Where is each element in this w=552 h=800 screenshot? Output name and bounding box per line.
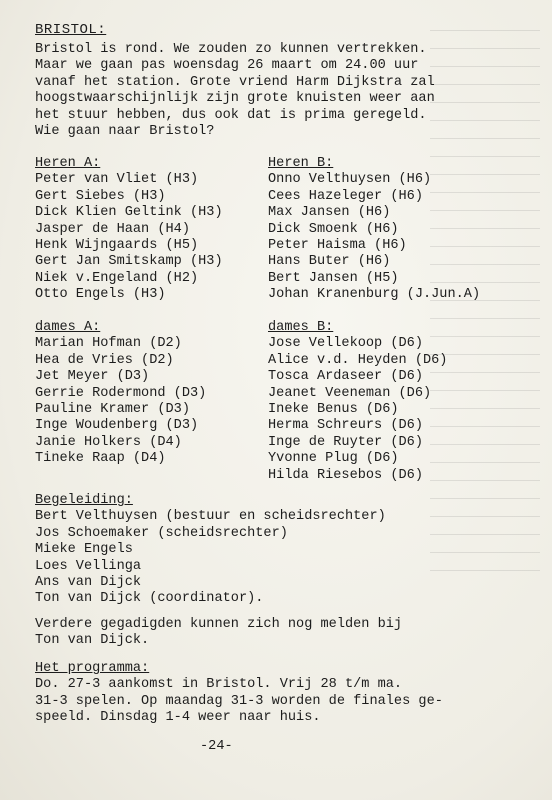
list-item: Hans Buter (H6) (268, 254, 391, 270)
list-item: Marian Hofman (D2) (35, 336, 182, 352)
begeleiding-title: Begeleiding: (35, 493, 133, 508)
list-item: Jet Meyer (D3) (35, 369, 150, 385)
list-item: Hilda Riesebos (D6) (268, 467, 423, 483)
section-heading: BRISTOL: (35, 22, 107, 38)
list-item: Max Jansen (H6) (268, 205, 391, 221)
list-item: Ans van Dijck (35, 575, 142, 591)
dames-b-list (268, 320, 447, 484)
begeleiding-list (35, 493, 386, 608)
list-item: Bert Jansen (H5) (268, 270, 399, 286)
page-number: -24- (200, 739, 233, 754)
list-item: Onno Velthuysen (H6) (268, 172, 432, 188)
list-item: Gert Siebes (H3) (35, 188, 166, 204)
list-item: Jasper de Haan (H4) (35, 221, 190, 237)
list-item: Yvonne Plug (D6) (268, 451, 399, 467)
list-item: Peter van Vliet (H3) (35, 172, 199, 188)
heren-b-list (268, 156, 480, 304)
list-item: Cees Hazeleger (H6) (268, 188, 423, 204)
list-item: Ineke Benus (D6) (268, 402, 399, 418)
list-item: Tosca Ardaseer (D6) (268, 369, 423, 385)
list-item: Pauline Kramer (D3) (35, 402, 190, 418)
list-item: Johan Kranenburg (J.Jun.A) (268, 287, 481, 303)
heren-a-title: Heren A: (35, 156, 101, 171)
list-item: Dick Smoenk (H6) (268, 221, 399, 237)
list-item: Otto Engels (H3) (35, 287, 166, 303)
list-item: Peter Haisma (H6) (268, 238, 407, 254)
list-item: Herma Schreurs (D6) (268, 418, 423, 434)
heren-a-list (35, 156, 223, 304)
dames-b-title: dames B: (268, 320, 334, 335)
list-item: Bert Velthuysen (bestuur en scheidsrechter) (35, 509, 386, 525)
heren-b-title: Heren B: (268, 156, 334, 171)
list-item: Loes Vellinga (35, 558, 142, 574)
verdere-paragraph: Verdere gegadigden kunnen zich nog melden bij Ton van Dijck. (35, 617, 403, 649)
intro-paragraph: Bristol is rond. We zouden zo kunnen vertrekken. Maar we gaan pas woensdag 26 maart om 24.00 uur vanaf het station. Grote vriend Harm Dijkstra zal hoogstwaarschijnlijk zijn grote knuisten weer aan het stuur hebben, dus ook dat is prima geregeld. Wie gaan naar Bristol? (35, 42, 435, 140)
list-item: Tineke Raap (D4) (35, 451, 166, 467)
list-item: Inge Woudenberg (D3) (35, 418, 199, 434)
list-item: Ton van Dijck (coordinator). (35, 591, 264, 607)
list-item: Henk Wijngaards (H5) (35, 238, 199, 254)
list-item: Janie Holkers (D4) (35, 434, 182, 450)
list-item: Gerrie Rodermond (D3) (35, 385, 207, 401)
list-item: Alice v.d. Heyden (D6) (268, 352, 448, 368)
dames-a-list (35, 320, 206, 468)
list-item: Inge de Ruyter (D6) (268, 434, 423, 450)
list-item: Hea de Vries (D2) (35, 352, 174, 368)
programma-section (35, 661, 515, 727)
list-item: Jose Vellekoop (D6) (268, 336, 423, 352)
list-item: Mieke Engels (35, 542, 133, 558)
list-item: Gert Jan Smitskamp (H3) (35, 254, 223, 270)
list-item: Dick Klien Geltink (H3) (35, 205, 223, 221)
dames-a-title: dames A: (35, 320, 101, 335)
list-item: Niek v.Engeland (H2) (35, 270, 199, 286)
list-item: Jos Schoemaker (scheidsrechter) (35, 525, 288, 541)
list-item: Jeanet Veeneman (D6) (268, 385, 432, 401)
programma-body: Do. 27-3 aankomst in Bristol. Vrij 28 t/m ma. 31-3 spelen. Op maandag 31-3 worden de finales ge- speeld. Dinsdag 1-4 weer naar huis. (35, 677, 443, 726)
programma-title: Het programma: (35, 661, 150, 676)
